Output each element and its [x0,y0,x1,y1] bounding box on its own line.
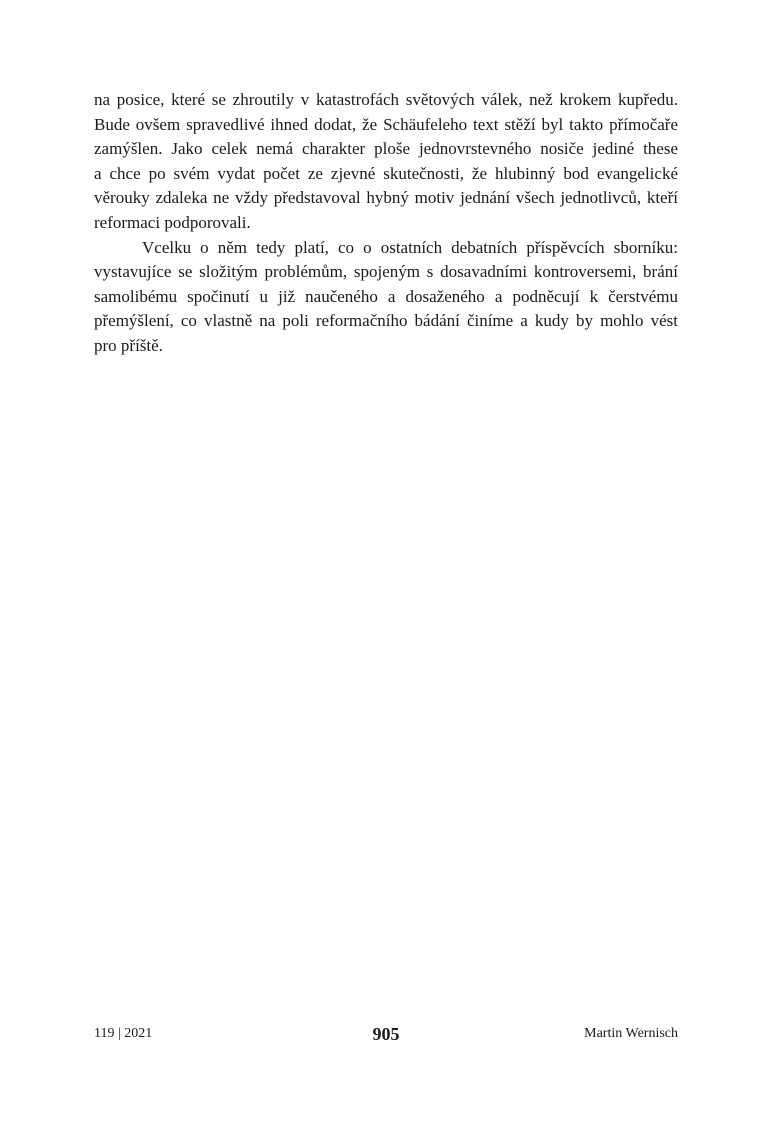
text-line: samolibému spočinutí u již naučeného a dosaženého a podněcují k čerstvému [94,286,678,306]
article-text [94,88,678,359]
text-line: zamýšlen. Jako celek nemá charakter ploše jednovrstevného nosiče jediné these [94,139,678,159]
text-line: pro příště. [94,335,163,355]
text-line: reformaci podporovali. [94,212,251,232]
text-line: Bude ovšem spravedlivé ihned dodat, že Schäufeleho text stěží byl takto přímočaře [94,114,678,134]
text-line: věrouky zdaleka ne vždy představoval hybný motiv jednání všech jednotlivců, kteří [94,188,678,208]
volume-year: 119 | 2021 [94,1026,153,1041]
text-line: a chce po svém vydat počet ze zjevné skutečnosti, že hlubinný bod evangelické [94,163,678,183]
text-line: vystavujíce se složitým problémům, spojeným s dosavadními kontroversemi, brání [94,262,678,282]
text-line: přemýšlení, co vlastně na poli reformačního bádání činíme a kudy by mohlo vést [94,311,678,331]
paragraph-1 [94,88,678,236]
page-footer [94,1024,678,1048]
author-name: Martin Wernisch [584,1026,678,1041]
paragraph-2 [94,236,678,359]
text-line: na posice, které se zhroutily v katastrofách světových válek, než krokem kupředu. [94,90,678,109]
text-line: Vcelku o něm tedy platí, co o ostatních debatních příspěvcích sborníku: [142,237,678,257]
page-number: 905 [372,1024,400,1044]
